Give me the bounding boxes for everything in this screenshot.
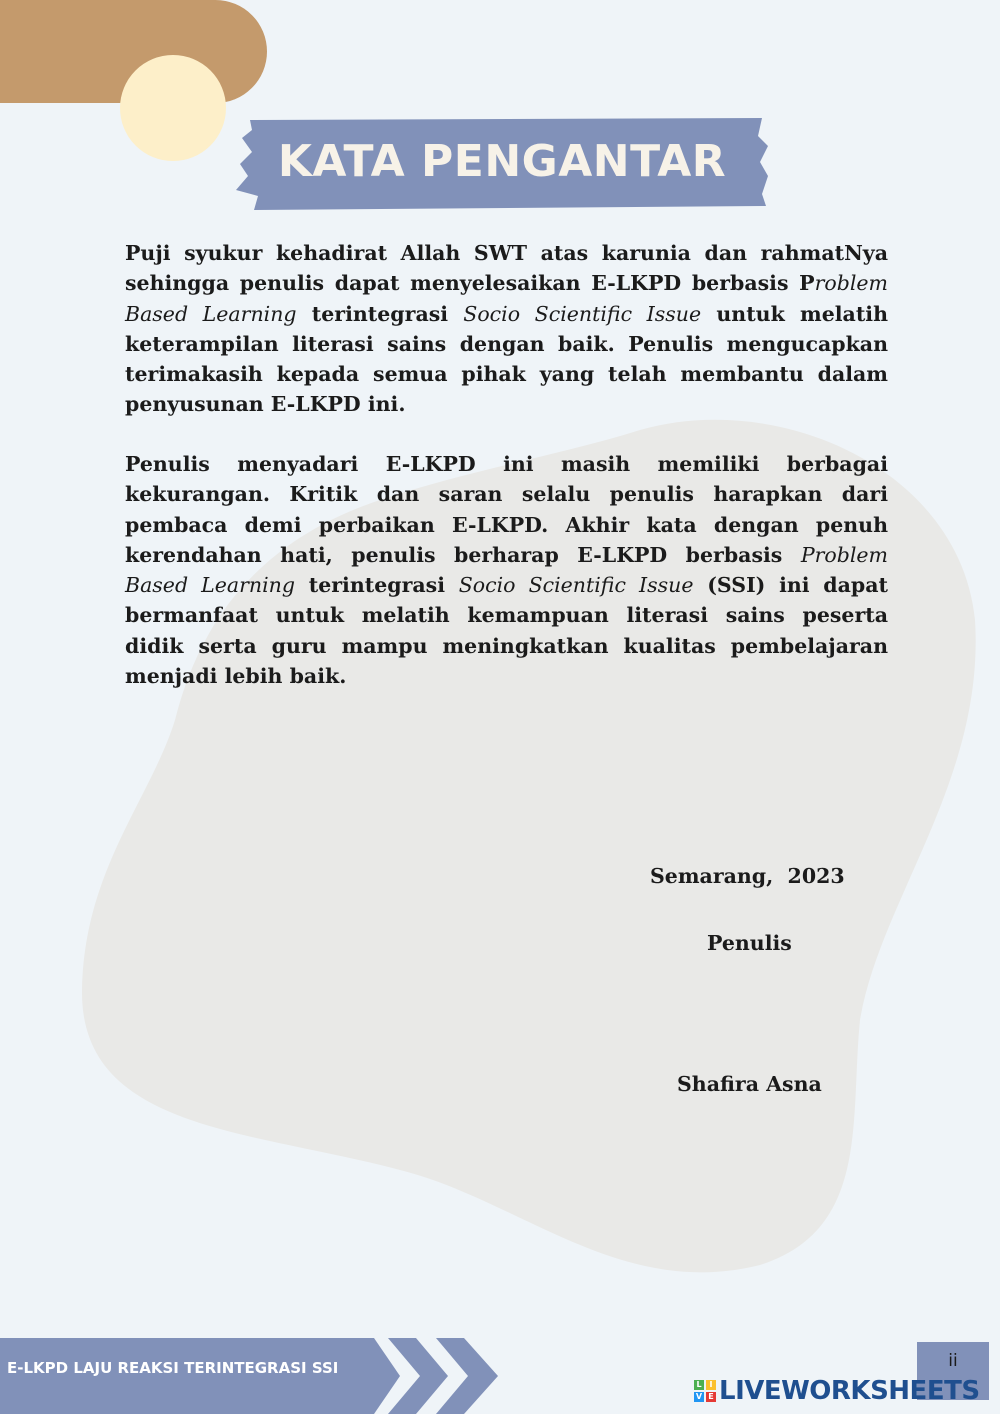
page-number: ii — [948, 1351, 958, 1371]
decorative-cream-circle — [120, 55, 226, 161]
footer-label: E-LKPD LAJU REAKSI TERINTEGRASI SSI — [7, 1359, 339, 1377]
logo-letter-i: I — [706, 1380, 716, 1390]
liveworksheets-brand[interactable] — [694, 1376, 980, 1406]
logo-letter-v: V — [695, 1392, 703, 1401]
logo-letter-e: E — [706, 1392, 716, 1402]
signature-place-date: Semarang, 2023 — [650, 864, 845, 888]
page-title: KATA PENGANTAR — [277, 136, 727, 187]
second-paragraph: Penulis menyadari E-LKPD ini masih memiliki berbagai kekurangan. Kritik dan saran selalu penulis harapkan dari pembaca demi perbaikan E-LKPD. Akhir kata dengan penuh kerendahan hati, penulis berharap E-LKPD berbasis Problem Based Learning terintegrasi Socio Scientific Issue (SSI) ini dapat bermanfaat untuk melatih kemampuan literasi sains peserta didik serta guru mampu meningkatkan kualitas pembelajaran menjadi lebih baik. — [125, 452, 888, 689]
logo-letter-l: L — [694, 1380, 704, 1390]
signature-name: Shafira Asna — [677, 1072, 822, 1096]
liveworksheets-wordmark: LIVEWORKSHEETS — [719, 1376, 980, 1406]
liveworksheets-logo-icon — [694, 1380, 716, 1402]
intro-paragraph: Puji syukur kehadirat Allah SWT atas karunia dan rahmatNya sehingga penulis dapat menyelesaikan E-LKPD berbasis Problem Based Learning terintegrasi Socio Scientific Issue untuk melatih keterampilan literasi sains dengan baik. Penulis mengucapkan terimakasih kepada semua pihak yang telah membantu dalam penyusunan E-LKPD ini. — [125, 241, 888, 417]
signature-role: Penulis — [707, 931, 792, 955]
